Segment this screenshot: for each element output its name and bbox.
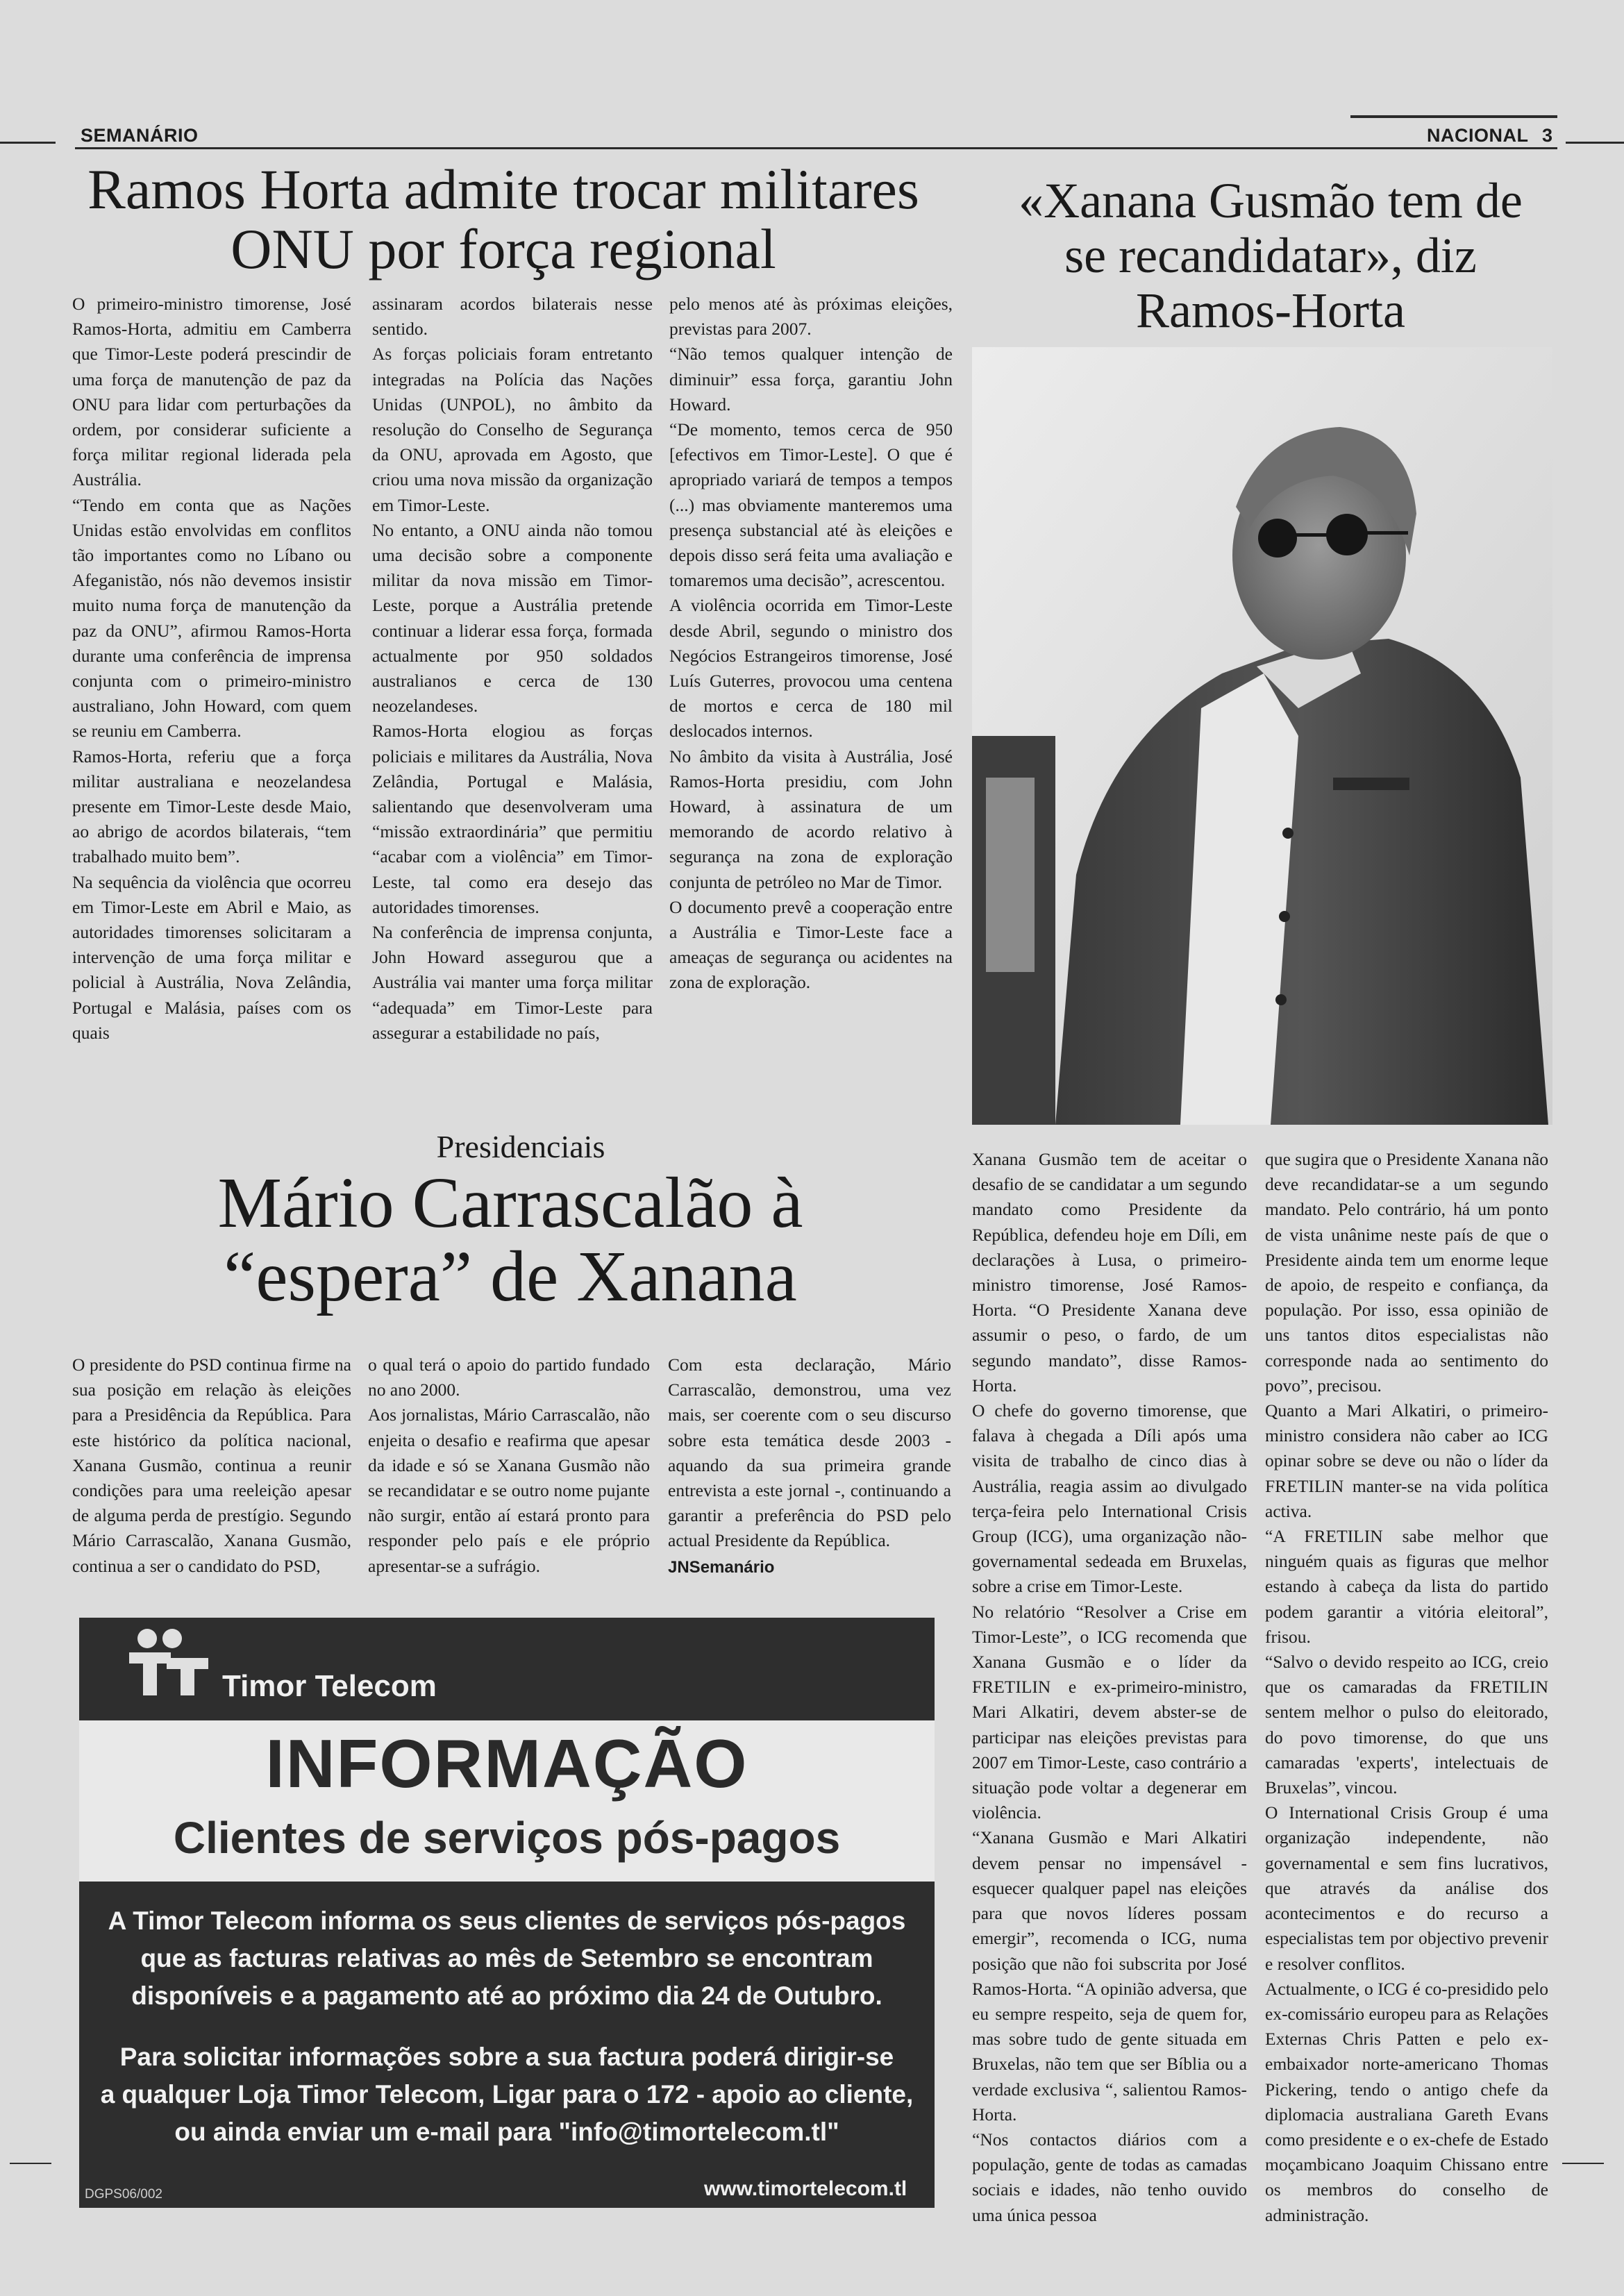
article3-headline-line1: «Xanana Gusmão tem de	[1019, 173, 1523, 228]
article2-col1-p1: O presidente do PSD continua firme na sua posição em relação às eleições para a Presidência da República. Para este histórico da política nacional, Xanana Gusmão, continua a reunir condições para uma reeleição apesar de alguma perda de prestígio. Segundo Mário Carrascalão, Xanana Gusmão, continua a ser o candidato do PSD,	[72, 1355, 351, 1576]
article1-col3-p4: A violência ocorrida em Timor-Leste desde Abril, segundo o ministro dos Negócios Estrangeiros timorense, José Luís Guterres, provocou uma centena de mortos e cerca de 180 mil deslocados internos.	[669, 595, 953, 741]
article3-headline	[972, 174, 1569, 339]
article1-col2-p1: assinaram acordos bilaterais nesse sentido.	[372, 294, 653, 340]
ad-paragraph-1-line2: que as facturas relativas ao mês de Setembro se encontram	[140, 1944, 873, 1972]
article2-signature: JNSemanário	[668, 1557, 775, 1577]
ad-paragraph-2-line2: a qualquer Loja Timor Telecom, Ligar para o 172 - apoio ao cliente,	[100, 2080, 914, 2109]
article1-headline-line2: ONU por força regional	[231, 217, 776, 281]
header-right-tick	[1566, 142, 1624, 144]
article1-column-2	[372, 292, 653, 1125]
article3-col2-p4: “Salvo o devido respeito ao ICG, creio que os camaradas da FRETILIN sentem melhor o pulso do eleitorado, do povo timorense, do que uns camaradas 'experts', intelectuais de Bruxelas”, vincou.	[1265, 1652, 1548, 1798]
article1-col2-p2: As forças policiais foram entretanto integradas na Polícia das Nações Unidas (UNPOL), no âmbito da resolução do Conselho de Segurança da ONU, aprovada em Agosto, que criou uma nova missão da organização em Timor-Leste.	[372, 344, 653, 515]
article2-column-1	[72, 1352, 351, 1602]
article2-column-2	[368, 1352, 650, 1602]
article3-col1-p5: “Nos contactos diários com a população, gente de todas as camadas sociais e idades, não tenho ouvido uma única pessoa	[972, 2129, 1247, 2225]
article2-headline-line1: Mário Carrascalão à	[217, 1163, 803, 1243]
ad-paragraph-1-line1: A Timor Telecom informa os seus clientes de serviços pós-pagos	[108, 1907, 906, 1935]
article3-col2-p1: que sugira que o Presidente Xanana não deve recandidatar-se a um segundo mandato. Pelo contrário, há um ponto de vista unânime neste país de que o Presidente ainda tem um enorme leque de apoio, de respeito e confiança, da população. Por isso, essa opinião de uns tantos ditos especialistas não corresponde nada ao sentimento do povo”, precisou.	[1265, 1149, 1548, 1396]
header-rule	[75, 147, 1557, 149]
bottom-right-tick	[1562, 2163, 1604, 2164]
article3-col1-p4: “Xanana Gusmão e Mari Alkatiri devem pensar no impensável - esquecer qualquer papel nas eleições para que novos líderes possam emergir”, recomenda o ICG, numa posição que não foi subscrita por José Ramos-Horta. “A opinião adversa, que eu sempre respeito, seja de quem for, mas sobre tudo de gente situada em Bruxelas, não tem que ser Bíblia ou a verdade exclusiva “, salientou Ramos-Horta.	[972, 1827, 1247, 2125]
article2-headline	[69, 1163, 951, 1317]
ad-paragraph-2-line3: ou ainda enviar um e-mail para "info@timortelecom.tl"	[174, 2118, 839, 2146]
article1-headline-line1: Ramos Horta admite trocar militares	[87, 158, 919, 221]
article3-col1-p2: O chefe do governo timorense, que falava à chegada a Díli após uma visita de trabalho de cinco dias à Austrália, reagia assim ao divulgado terça-feira pelo International Crisis Group (ICG), uma organização não-governamental sedeada em Bruxelas, sobre a crise em Timor-Leste.	[972, 1400, 1247, 1597]
ad-title-panel	[79, 1720, 935, 1882]
ad-paragraph-1-line3: disponíveis e a pagamento até ao próximo dia 24 de Outubro.	[131, 1981, 882, 2010]
article2-col2-p1: o qual terá o apoio do partido fundado no ano 2000.	[368, 1355, 650, 1400]
article3-headline-line2: se recandidatar», diz	[1064, 228, 1477, 284]
article1-col1-p1: O primeiro-ministro timorense, José Ramos-Horta, admitiu em Camberra que Timor-Leste poderá prescindir de uma força de manutenção de paz da ONU para lidar com perturbações da ordem, por considerar suficiente a força militar regional liderada pela Austrália.	[72, 294, 351, 490]
article2-col3-p1: Com esta declaração, Mário Carrascalão, demonstrou, uma vez mais, ser coerente com o seu discurso sobre esta temática desde 2003 - aquando da sua primeira grande entrevista a este jornal -, continuando a garantir a preferência do PSD pelo actual Presidente da República.	[668, 1355, 951, 1551]
article1-col3-p1: pelo menos até às próximas eleições, previstas para 2007.	[669, 294, 953, 340]
article1-col1-p2: “Tendo em conta que as Nações Unidas estão envolvidas em conflitos tão importantes como no Líbano ou Afeganistão, nós não devemos insistir muito numa força de manutenção da paz da ONU”, afirmou Ramos-Horta durante uma conferência de imprensa conjunta com o primeiro-ministro australiano, John Howard, com quem se reuniu em Camberra.	[72, 494, 351, 741]
ad-code: DGPS06/002	[85, 2187, 162, 2202]
ad-website: www.timortelecom.tl	[704, 2177, 907, 2200]
ad-paragraph-2	[79, 2038, 935, 2151]
ramos-horta-photo	[972, 347, 1552, 1125]
timor-telecom-logo-icon	[126, 1623, 217, 1700]
article3-headline-line3: Ramos-Horta	[1136, 283, 1405, 339]
ad-paragraph-2-line1: Para solicitar informações sobre a sua factura poderá dirigir-se	[119, 2043, 894, 2071]
article1-headline	[56, 160, 951, 279]
publication-name: SEMANÁRIO	[81, 125, 199, 146]
ad-paragraph-1	[79, 1902, 935, 2015]
page-number: 3	[1542, 125, 1553, 146]
article1-col3-p3: “De momento, temos cerca de 950 [efectivos em Timor-Leste]. O que é apropriado variará de tempos a tempos (...) mas obviamente manteremos uma presença substancial até às eleições e depois disso será feita uma avaliação e tomaremos uma decisão”, acrescentou.	[669, 419, 953, 591]
article3-col2-p2: Quanto a Mari Alkatiri, o primeiro-ministro considera não caber ao ICG opinar sobre se deve ou não o líder da FRETILIN manter-se na vida política activa.	[1265, 1400, 1548, 1521]
article1-column-1	[72, 292, 351, 1125]
article3-col2-p3: “A FRETILIN sabe melhor que ninguém quais as figuras que melhor estando à cabeça da lista do partido podem garantir a vitória eleitoral”, frisou.	[1265, 1526, 1548, 1647]
article3-col1-p1: Xanana Gusmão tem de aceitar o desafio de se candidatar a um segundo mandato como Presidente da República, defendeu hoje em Díli, em declarações à Lusa, o primeiro-ministro timorense, José Ramos-Horta. “O Presidente Xanana deve assumir o peso, o fardo, de um segundo mandato”, disse Ramos-Horta.	[972, 1149, 1247, 1396]
article1-col1-p3: Ramos-Horta, referiu que a força militar australiana e neozelandesa presente em Timor-Leste desde Maio, ao abrigo de acordos bilaterais, “tem trabalhado muito bem”.	[72, 746, 351, 867]
bottom-left-tick	[10, 2163, 51, 2164]
article1-col3-p6: O documento prevê a cooperação entre a Austrália e Timor-Leste face a ameaças de segurança ou acidentes na zona de exploração.	[669, 896, 953, 993]
timor-telecom-ad	[79, 1618, 935, 2208]
ramos-horta-photo-illustration	[972, 347, 1552, 1125]
article2-column-3	[668, 1352, 951, 1602]
article1-col2-p4: Ramos-Horta elogiou as forças policiais e militares da Austrália, Nova Zelândia, Portugal e Malásia, salientando que desenvolveram uma “missão extraordinária” que permitiu “acabar com a violência” em Timor-Leste, tal como era desejo das autoridades timorenses.	[372, 721, 653, 917]
ad-title: INFORMAÇÃO	[265, 1725, 748, 1802]
article1-col2-p3: No entanto, a ONU ainda não tomou uma decisão sobre a componente militar da nova missão em Timor-Leste, porque a Austrália pretende continuar a liderar essa força, formada actualmente por 950 soldados australianos e cerca de 130 neozelandeses.	[372, 519, 653, 717]
article1-col3-p5: No âmbito da visita à Austrália, José Ramos-Horta presidiu, com John Howard, à assinatura de um memorando de acordo relativo à segurança na zona de exploração conjunta de petróleo no Mar de Timor.	[669, 746, 953, 892]
section-name	[1427, 125, 1553, 146]
article1-col2-p5: Na conferência de imprensa conjunta, John Howard assegurou que a Austrália vai manter uma força militar “adequada” em Timor-Leste para assegurar a estabilidade no país,	[372, 922, 653, 1043]
article2-col2-p2: Aos jornalistas, Mário Carrascalão, não enjeita o desafio e reafirma que apesar da idade e só se Xanana Gusmão não se recandidatar e se outro nome pujante não surgir, então aí estará pronto para responder pelo país e ele próprio apresentar-se a sufrágio.	[368, 1405, 650, 1576]
article1-column-3	[669, 292, 953, 1125]
article2-headline-line2: “espera” de Xanana	[224, 1237, 797, 1317]
timor-telecom-brand: Timor Telecom	[222, 1669, 437, 1703]
article3-col2-p5: O International Crisis Group é uma organização independente, não governamental e sem fins lucrativos, que através da análise dos acontecimentos e do recurso a especialistas tem por objectivo prevenir e resolver conflitos.	[1265, 1802, 1548, 1974]
article1-col3-p2: “Não temos qualquer intenção de diminuir” essa força, garantiu John Howard.	[669, 344, 953, 414]
article3-column-1	[972, 1147, 1247, 2225]
header-right-overline	[1350, 115, 1557, 118]
ad-subtitle: Clientes de serviços pós-pagos	[173, 1813, 841, 1863]
article3-column-2	[1265, 1147, 1548, 2225]
article3-col1-p3: No relatório “Resolver a Crise em Timor-Leste”, o ICG recomenda que Xanana Gusmão e o líder da FRETILIN e ex-primeiro-ministro, Mari Alkatiri, devem abster-se de participar nas eleições previstas para 2007 em Timor-Leste, caso contrário a situação pode voltar a degenerar em violência.	[972, 1601, 1247, 1823]
article2-kicker: Presidenciais	[436, 1129, 605, 1164]
section-label: NACIONAL	[1427, 125, 1529, 146]
article3-col2-p6: Actualmente, o ICG é co-presidido pelo ex-comissário europeu para as Relações Externas Chris Patten e pelo ex-embaixador norte-americano Thomas Pickering, tendo o antigo chefe da diplomacia australiana Gareth Evans como presidente e o ex-chefe de Estado moçambicano Joaquim Chissano entre os membros do conselho de administração.	[1265, 1978, 1548, 2225]
article1-col1-p4: Na sequência da violência que ocorreu em Timor-Leste em Abril e Maio, as autoridades timorenses solicitaram a intervenção de uma força militar e policial à Austrália, Nova Zelândia, Portugal e Malásia, países com os quais	[72, 871, 351, 1043]
header-left-tick	[0, 142, 56, 144]
